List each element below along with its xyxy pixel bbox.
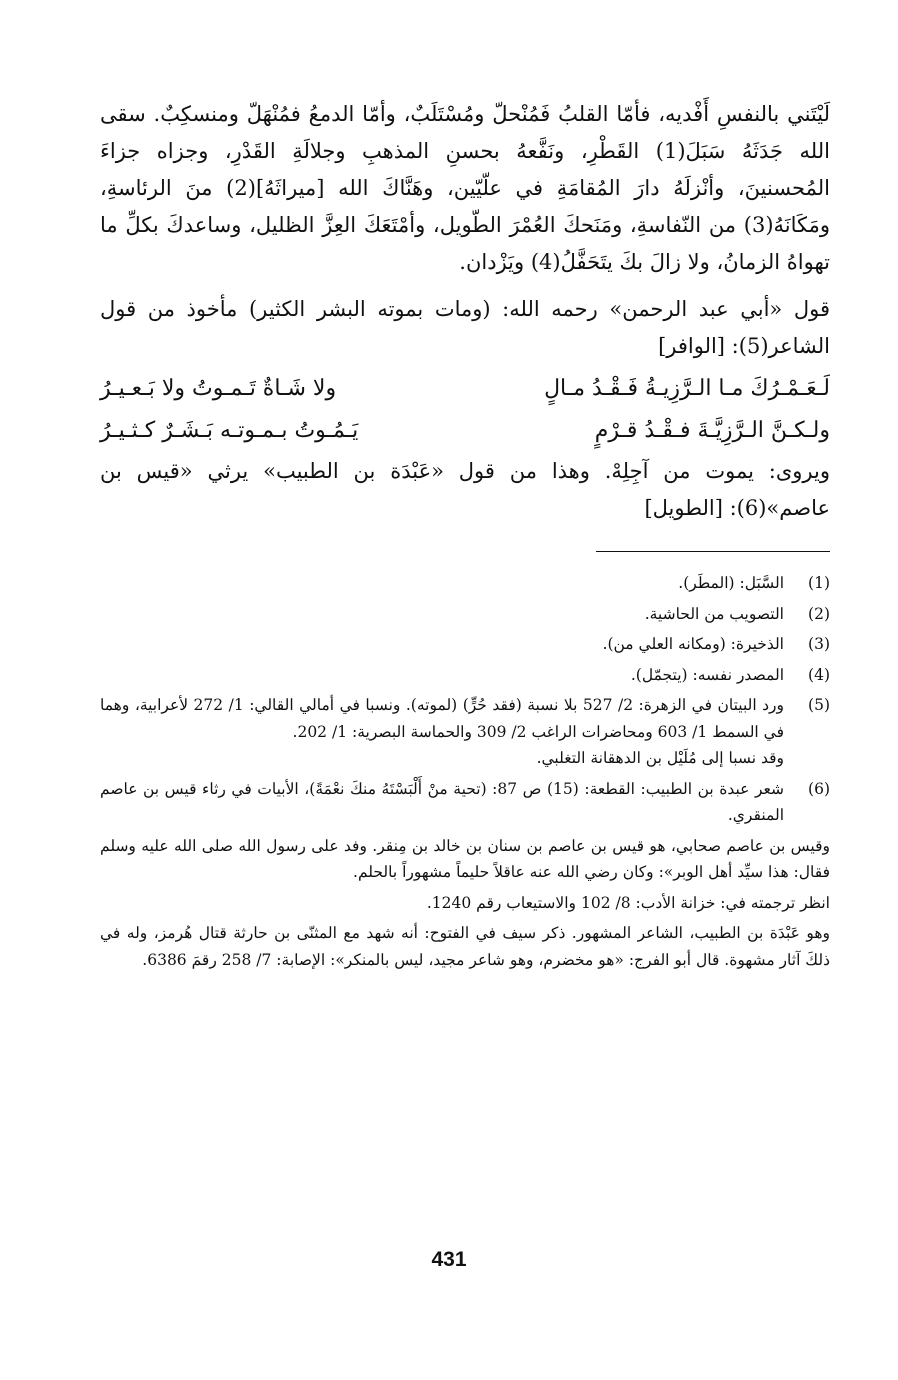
footnote-line: المصدر نفسه: (يتجمّل). [630,665,784,684]
footnote-line: التصويب من الحاشية. [644,604,784,623]
footnote [100,692,830,772]
footnote-text [100,692,784,772]
paragraph-eulogy: لَيْتَني بالنفسِ أَفْديه، فأمّا القلبُ فَمُنْحلّ ومُسْتَلَبٌ، وأمّا الدمعُ فمُنْهَلّ ومنسكِبٌ. سقى الله جَدَثَهُ سَبَلَ(1) القَطْرِ، ونَفَّعهُ بحسنِ المذهبِ وجلالَةِ القَدْرِ، وجزاه جزاءَ المُحسنينَ، وأنْزلَهُ دارَ المُقامَةِ في علّيّين، وهَنَّاكَ الله [ميراثَهُ](2) منَ الرئاسةِ، ومَكَانَهُ(3) من النّفاسةِ، ومَنَحكَ العُمْرَ الطّويل، وأمْتَعَكَ العِزَّ الظليل، وساعدكَ بكلِّ ما تهواهُ الزمانُ، ولا زالَ بكَ يتَحَفَّلُ(4) ويَزْدان. [100,102,830,274]
footnote [100,631,830,658]
footnote-text [100,631,784,658]
page-number: 431 [431,1248,467,1271]
verse-hemistich: ولا شَـاةٌ تَـمـوتُ ولا بَـعـيـرُ [100,376,337,401]
footnote-line: السَّبَل: (المطَر). [678,574,784,592]
footnote-text [100,570,784,597]
footnote-line: شعر عبدة بن الطبيب: القطعة: (15) ص 87: (تحية منْ أَلْبَسْتَهُ منكَ نعْمَةً)، الأبيات في رثاء قيس بن عاصم المنقري. [100,779,784,824]
verse-hemistich: يَـمُـوتُ بـمـوتـه بَـشَـرٌ كـثـيـرُ [100,418,359,443]
footnote-number: (2) [808,604,830,623]
footnote-text [100,776,784,829]
footnote [100,776,830,829]
paragraph-quote-intro: قول «أبي عبد الرحمن» رحمه الله: (ومات بموته البشر الكثير) مأخوذ من قول الشاعر(5): [الوافر] [100,297,830,358]
footnote-separator [596,551,830,552]
footnote [100,570,830,597]
footnote-number: (5) [808,696,830,714]
footnote-number: (1) [808,574,830,592]
footnote-line: ورد البيتان في الزهرة: 2/ 527 بلا نسبة (فقد حُرٍّ) (لموته). ونسبا في أمالي القالي: 1/ 272 لأعرابية، وهما في السمط 1/ 603 ومحاضرات الراغب 2/ 309 والحماسة البصرية: 1/ 202. [100,696,784,741]
verse-hemistich: ولـكـنَّ الـرَّزِيَّـةَ فـقْـدُ قـرْمٍ [594,418,830,443]
verse-hemistich: لَـعَـمْـرُكَ مـا الـرَّزِيـةُ فَـقْـدُ مـالٍ [544,376,830,401]
footnote-number: (6) [808,779,830,798]
footnote-line: وقد نسبا إلى مُلَيْل بن الدهقانة التغلبي. [536,749,784,767]
footnote [100,601,830,628]
footnote [100,662,830,689]
footnote-number: (4) [808,665,830,684]
footnote-continuation: وقيس بن عاصم صحابي، هو قيس بن عاصم بن سنان بن خالد بن مِنقر. وفد على رسول الله صلى الله عليه وسلم فقال: هذا سيِّد أهل الوبر»: وكان رضي الله عنه عاقلاً حليماً مشهوراً بالحلم. [100,836,830,881]
verse-line-1 [100,371,830,407]
footnote-continuation: وهو عَبْدَة بن الطبيب، الشاعر المشهور. ذكر سيف في الفتوح: أنه شهد مع المثنّى بن حارثة قتال هُرمز، وله في ذلكَ آثار مشهوة. قال أبو الفرج: «هو مخضرم، وهو شاعر مجيد، ليس بالمنكر»: الإصابة: 7/ 258 رقمَ 6386. [100,924,830,969]
footnotes [100,570,830,973]
footnote-text [100,601,784,628]
footnote-line: الذخيرة: (ومكانه العلي من). [602,635,784,653]
footnote-continuation: انظر ترجمته في: خزانة الأدب: 8/ 102 والاستيعاب رقم 1240. [426,893,830,912]
paragraph-variant-reading: ويروى: يموت من آجِلِهْ. وهذا من قول «عَبْدَة بن الطبيب» يرثي «قيس بن عاصم»(6): [الطويل] [100,459,830,520]
footnote-text [100,662,784,689]
verse-line-2 [100,413,830,449]
footnote-number: (3) [808,635,830,653]
